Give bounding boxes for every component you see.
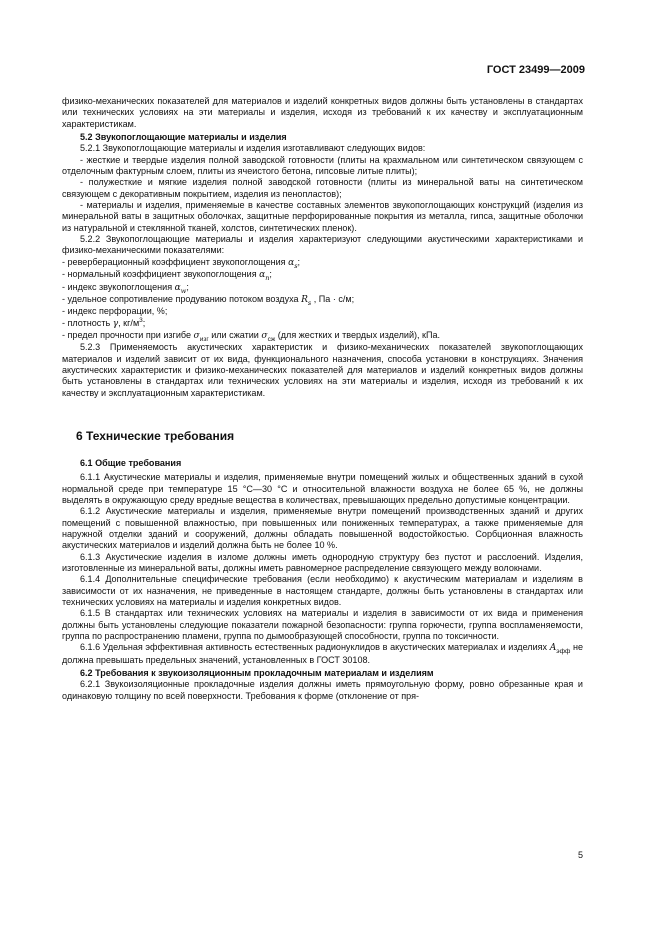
section-heading-6: 6 Технические требования bbox=[76, 428, 235, 443]
list-item-reverb-coefficient: - реверберационный коэффициент звукопоглощения $\alpha_s$; bbox=[62, 256, 301, 270]
list-item-normal-coefficient: - нормальный коэффициент звукопоглощения $\alpha_n$; bbox=[62, 269, 272, 282]
paragraph-6-1-6: 6.1.6 Удельная эффективная активность естественных радионуклидов в акустических материалах и изделиях $A_{эфф}$ не должна превышать предельных значений, установленных в ГОСТ 30108. bbox=[62, 642, 583, 665]
list-item: - материалы и изделия, применяемые в качестве составных элементов звукопоглощающих конструкций (изделия из минеральной ваты в защитных оболочках, защитные перфорированные покрытия из металла, гипса, защитные оболочки из натуральной и стеклянной тканей, холстов, синтетических пленок). bbox=[62, 200, 583, 233]
list-item-perforation-index: - индекс перфорации, %; bbox=[62, 306, 168, 317]
section-heading-6-1: 6.1 Общие требования bbox=[80, 457, 182, 468]
document-id-header: ГОСТ 23499—2009 bbox=[486, 64, 585, 76]
section-heading-5-2: 5.2 Звукопоглощающие материалы и изделия bbox=[80, 132, 287, 143]
page-number: 5 bbox=[577, 850, 583, 860]
page-body bbox=[62, 96, 583, 702]
paragraph-6-1-2: 6.1.2 Акустические материалы и изделия, применяемые внутри помещений производственных зданий и других помещений с повышенной влажностью, при повышенных или пониженных температурах, а также применяемые для наружной отделки зданий и сооружений, должны обладать повышенной водостойкостью. Сорбционная влажность акустических материалов и изделий должна быть не более 10 %. bbox=[62, 506, 583, 551]
paragraph-6-1-4: 6.1.4 Дополнительные специфические требования (если необходимо) к акустическим материалам и изделиям в зависимости от их назначения, не приведенные в настоящем стандарте, должны быть установлены в стандартах или технических условиях на материалы и изделия конкретных видов. bbox=[62, 574, 583, 608]
paragraph-6-1-5: 6.1.5 В стандартах или технических условиях на материалы и изделия в зависимости от их вида и применения должны быть установлены следующие показатели пожарной безопасности: группа горючести, группа воспламеняемости, группа по распространению пламени, группа по дымообразующей способности, группа по токсичности. bbox=[62, 608, 583, 642]
paragraph-6-1-1: 6.1.1 Акустические материалы и изделия, применяемые внутри помещений жилых и общественных зданий в сухой нормальной среде при температуре 15 °С—30 °С и относительной влажности воздуха не более 65 %, не должны выделять в окружающую среду вредные вещества в количествах, превышающих предельно допустимые концентрации. bbox=[62, 472, 583, 505]
paragraph-5-2-2: 5.2.2 Звукопоглощающие материалы и изделия характеризуют следующими акустическими характеристиками и физико-механическими показателями: bbox=[62, 234, 583, 256]
section-heading-6-2: 6.2 Требования к звукоизоляционным прокладочным материалам и изделиям bbox=[80, 668, 434, 679]
paragraph-6-2-1: 6.2.1 Звукоизоляционные прокладочные изделия должны иметь прямоугольную форму, ровно обрезанные края и одинаковую толщину по всей поверхности. Требования к форме (отклонение от пря- bbox=[62, 679, 583, 701]
list-item: - полужесткие и мягкие изделия полной заводской готовности (плиты из минеральной ваты на синтетическом связующем с декоративным покрытием, изделия из пенопластов); bbox=[62, 177, 583, 199]
list-item-density: - плотность γ, $кг/м^3$; bbox=[62, 316, 146, 329]
list-item-absorption-index: - индекс звукопоглощения $\alpha_w$; bbox=[62, 281, 189, 295]
paragraph-5-2-1: 5.2.1 Звукопоглощающие материалы и изделия изготавливают следующих видов: bbox=[80, 143, 426, 154]
list-item-airflow-resistance: - удельное сопротивление продуванию потоком воздуха $R_s$ , Па · с/м; bbox=[62, 293, 355, 307]
list-item: - жесткие и твердые изделия полной заводской готовности (плиты на крахмальном или синтетическом связующем с отделочным фактурным слоем, плиты из ячеистого бетона, гипсовые литые плиты); bbox=[62, 154, 583, 177]
list-item-strength: - предел прочности при изгибе $\sigma_{изг}$ или сжатии $\sigma_{сж}$ (для жестких и твердых изделий), кПа. bbox=[62, 329, 441, 343]
intro-paragraph: физико-механических показателей для материалов и изделий конкретных видов должны быть установлены в стандартах или технических условиях на эти материалы и изделия, исходя из требований к их качеству и эксплуатационным характеристикам. bbox=[62, 96, 583, 129]
paragraph-6-1-3: 6.1.3 Акустические изделия в изломе должны иметь однородную структуру без пустот и расслоений. Изделия, изготовленные из минеральной ваты, должны иметь равномерное распределение связующего между волокнами. bbox=[62, 551, 583, 574]
paragraph-5-2-3: 5.2.3 Применяемость акустических характеристик и физико-механических показателей звукопоглощающих материалов и изделий зависит от их вида, функционального назначения, способа установки в конструкциях. Значения акустических характеристик и физико-механических показателей для материалов и изделий конкретных видов должны быть установлены в стандартах или технических условиях на эти материалы и изделия, исходя из требований к их качеству и эксплуатационным характеристикам. bbox=[62, 342, 583, 398]
